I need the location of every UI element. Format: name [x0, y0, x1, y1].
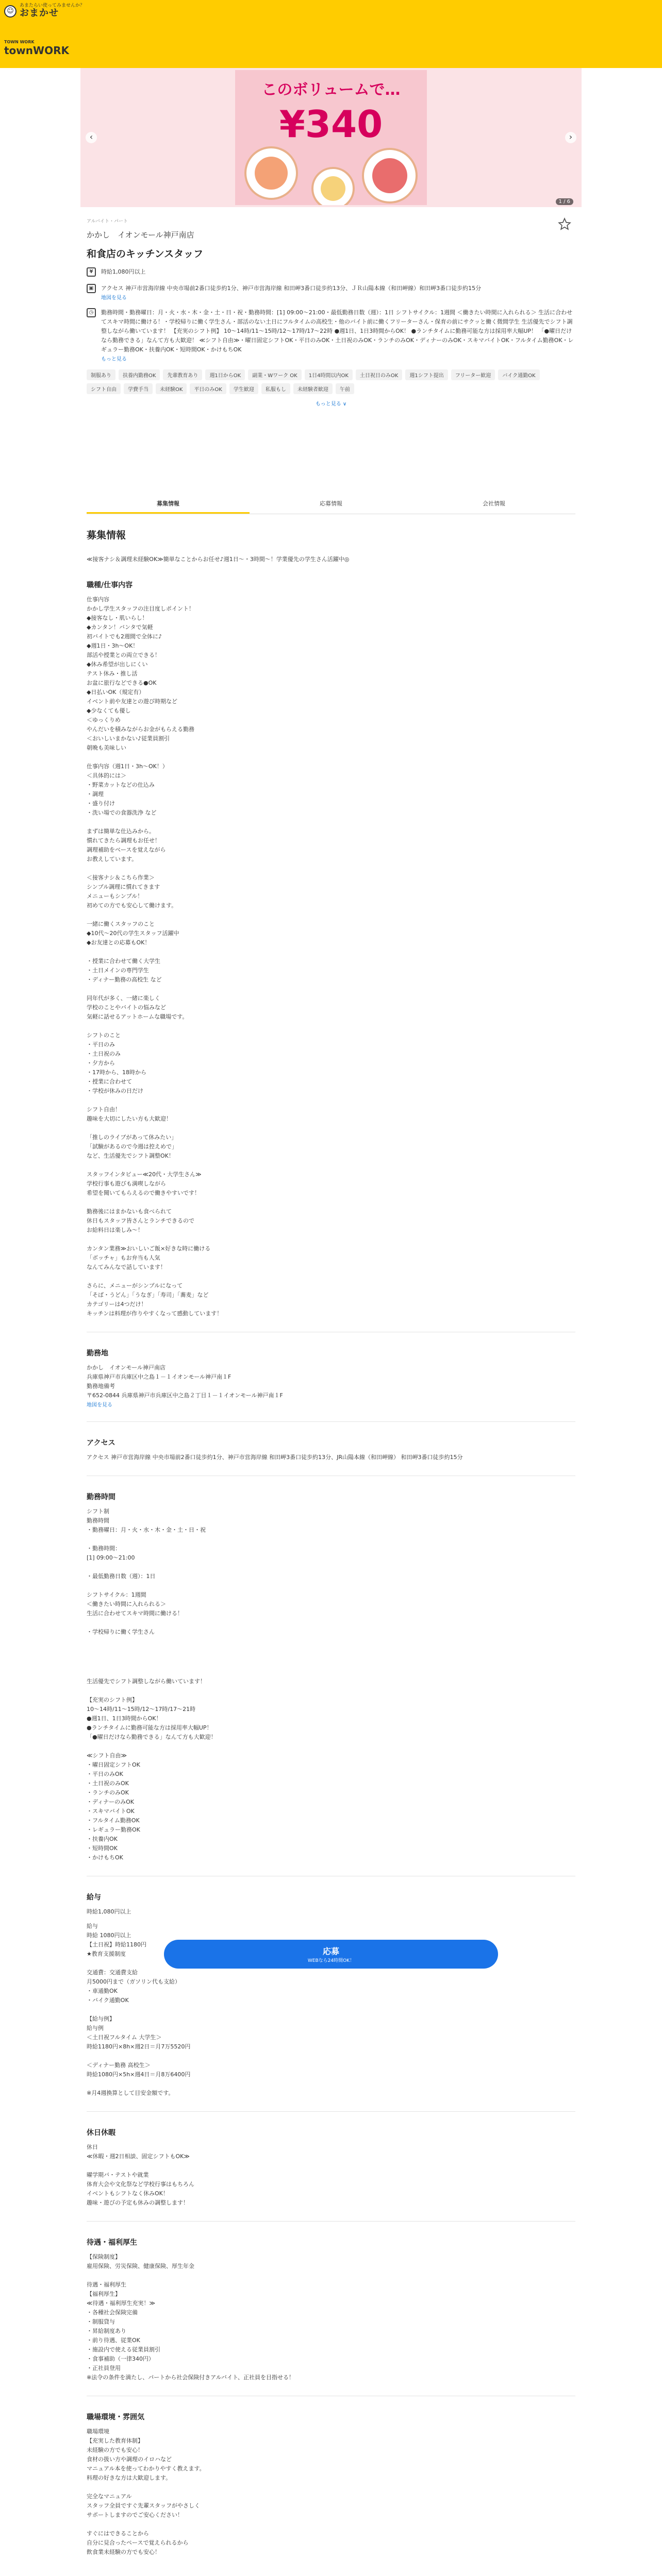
wage-text: 時給1,080円以上	[101, 268, 146, 275]
section-title: 募集情報	[87, 530, 126, 541]
job-summary	[87, 217, 575, 407]
access-text: アクセス 神戸市営海岸線 中央市場前2番口徒歩約1分、神戸市営海岸線 和田岬3番口徒歩約13分、ＪＲ山陽本線（和田岬線）和田岬3番口徒歩約15分	[101, 285, 482, 292]
feature-tag: 制服あり	[87, 369, 115, 380]
map-link[interactable]: 地図を見る	[101, 295, 127, 301]
pay-body: 給与 時給 1080円以上 【土日祝】時給1180円 ★教育支援制度 交通費：交通費支給 月5000円まで（ガソリン代も支給） ・車通勤OK ・バイク通勤OK 【給与例】 給与例 ＜土日祝フルタイム 大学生＞ 時給1180円×8h×週2日＝月7万5520円 ＜ディナー勤務 高校生＞ 時給1080円×5h×週4日＝月8万6400円 ※月4週換算として目安金額です。	[87, 1923, 191, 2096]
divider	[87, 1421, 575, 1422]
feature-tag: 学費手当	[124, 383, 153, 394]
apply-floating	[164, 1940, 498, 1969]
tags-more-link[interactable]: もっと見る ∨	[315, 401, 347, 407]
feature-tag: 扶養内勤務OK	[119, 369, 160, 380]
job-image-carousel[interactable]	[80, 68, 582, 207]
time-heading: 勤務時間	[87, 1493, 115, 1501]
mascot-icon: ☺	[4, 5, 16, 18]
feature-tag: 未経験OK	[156, 383, 187, 394]
promo-tagline: あまたらい使ってみませんか？	[20, 3, 85, 8]
employment-type: アルバイト・パート	[87, 219, 128, 224]
feature-tag: 学生歓迎	[229, 383, 258, 394]
feature-tag: 平日のみOK	[190, 383, 226, 394]
divider	[87, 2111, 575, 2112]
feature-tags	[87, 369, 575, 394]
place-body: かかし イオンモール神戸南店 兵庫県神戸市兵庫区中之島１－１イオンモール神戸南１F 勤務地備考 〒652-0844 兵庫県神戸市兵庫区中之島２丁目１－１イオンモール神戸南１F	[87, 1364, 283, 1399]
access-body: アクセス 神戸市営海岸線 中央市場前2番口徒歩約1分、神戸市営海岸線 和田岬3番口徒歩約13分、JR山陽本線（和田岬線） 和田岬3番口徒歩約15分	[87, 1454, 463, 1461]
access-row	[87, 284, 575, 301]
promo-banner-logo[interactable]	[4, 3, 85, 19]
place-heading: 勤務地	[87, 1349, 108, 1358]
yen-icon: ¥	[87, 267, 96, 277]
carousel-counter: 1 / 6	[556, 198, 573, 205]
tab-company-info[interactable]: 会社情報	[483, 500, 505, 507]
feature-tag: 1日4時間以内OK	[305, 369, 353, 380]
pay-heading: 給与	[87, 1893, 101, 1902]
site-logo-sub: TOWN WORK	[4, 40, 35, 44]
hours-more-link[interactable]: もっと見る	[101, 357, 127, 362]
apply-button-sub: WEBなら24時間OK！	[307, 1958, 355, 1963]
feature-tag: フリーター歓迎	[451, 369, 495, 380]
feature-tag: 私服もし	[261, 383, 290, 394]
feature-tag: バイク通勤OK	[498, 369, 539, 380]
duty-heading: 職種/仕事内容	[87, 581, 133, 589]
feature-tag: 週1日からOK	[205, 369, 245, 380]
place-map-link[interactable]: 地図を見る	[87, 1402, 112, 1408]
divider	[87, 2221, 575, 2222]
site-logo-main: townWORK	[4, 44, 69, 57]
apply-button-label: 応募	[322, 1946, 339, 1956]
hours-text: 勤務時間・勤務曜日：月・火・水・木・金・土・日・祝・勤務時間：[1] 09:00〜21:00・最低勤務日数（週）：1日 シフトサイクル：1週間 ＜働きたい時間に入れられる＞ 生活に合わせてスキマ時間に働ける！・学校帰りに働く学生さん・部活のない土日にフルタイムの高校生・他のバイト前に働くフリーターさん・保育の前にサクッと働く微間学生 生活優先でシフト調整しながら働いています！ 【充実のシフト例】 10〜14時/11〜15時/12〜17時/17〜22時 ●週1日、1日3時間からOK！ ●ランチタイムに勤務可能な方は採用率大幅UP！ 「●曜日だけなら勤務できる」なんて方も大歓迎！ ≪シフト自由≫・曜日固定シフトOK・平日のみOK・土日祝のみOK・ランチのみOK・ディナーのみOK・スキマバイトOK・フルタイム勤務OK・レギュラー勤務OK・扶養内OK・短時間OK・かけもちOK	[101, 309, 574, 353]
welfare-heading: 待遇・福利厚生	[87, 2239, 137, 2247]
duty-body: 仕事内容 かかし学生スタッフの注目度しポイント！ ◆接客なし・肌いらし！ ◆カンタン！バンタで気軽 初バイトでも2週間で全体に♪ ◆週1日・3h〜OK！ 部活や授業との両立できる！ ◆休み希望が出しにくい テスト休み・推し活 お盆に旅行などできる●OK ◆日払いOK（規定有） イベント前や友達との遊び時期など ◆少なくても優し ＜ゆっくりめ やんだいを積みながらお金がもらえる勤務 ＜おいしいまかない♪従業員割引 朝晩も美味しい 仕事内容（週1日・3h〜OK！） ＜具体的には＞ ・野菜カットなどの仕込み ・調理 ・盛り付け ・洗い場での食器洗浄 など まずは簡単な仕込みから。 慣れてきたら調理もお任せ！ 調理補助をベースを覚えながら お教えしています。 ＜接客ナシ＆こちら作業＞ シンプル調理に慣れてきます メニューもシンプル！ 初めての方でも安心して働けます。 一緒に働くスタッフのこと ◆10代〜20代の学生スタッフ活躍中 ◆お友達との応募もOK！ ・授業に合わせて働く大学生 ・土日メインの専門学生 ・ディナー勤務の高校生 など 同年代が多く、一緒に楽しく 学校のことやバイトの悩みなど 気軽に話せるアットホームな職場です。 シフトのこと ・平日のみ ・土日祝のみ ・夕方から ・17時から、18時から ・授業に合わせて ・学校が休みの日だけ シフト自由！ 趣味を大切にしたい方も大歓迎！ 「推しのライブがあって休みたい」 「試験があるので今週は控えめで」 など、生活優先でシフト調整OK！ スタッフインタビュー≪20代・大学生さん≫ 学校行事も遊びも満喫しながら 希望を聞いてもらえるので働きやすいです！ 勤務後にはまかないも食べられて 休日もスタッフ皆さんとランチできるので お給料日は楽しみ～！ カンタン業務≫おいしいご飯×好きな時に働ける 「ボッチャ」もお弁当も人気 なんてみんなで話しています！ さらに、メニューがシンプルになって 「そば・うどん」「うなぎ」「寿司」「蕎麦」など カテゴリーは4つだけ！ キッチンは料理が作りやすくなって感動しています！	[87, 596, 223, 1317]
feature-tag: シフト自由	[87, 383, 121, 394]
feature-tag: 副業・Wワーク OK	[248, 369, 302, 380]
job-title: 和食店のキッチンスタッフ	[87, 248, 204, 260]
welfare-body: 【保険制度】 雇用保険、労災保険、健康保険、厚生年金 待遇・福利厚生 【福利厚生】 ≪待遇・福利厚生充実！≫ ・各種社会保険完備 ・制服貸与 ・昇給制度あり ・前り待遇、従業OK ・施設内で使える従業員割引 ・食事補助（一律340円） ・正社員登用 ※法令の条件を満たし、パートから社会保険付きアルバイト、正社員を目指せる！	[87, 2253, 295, 2381]
carousel-prev-icon[interactable]: ‹	[86, 132, 97, 143]
holiday-heading: 休日休暇	[87, 2129, 115, 2137]
environment-body: 職場環境 【充実した教育体制】 未経験の方でも安心！ 食材の扱い方や調理のイロハなど マニュアル本を使ってわかりやすく教えます。 料理の好きな方は大歓迎します。 完全なマニュアル スタッフ全員ですぐ先輩スタッフがやさしく サポートしますのでご安心ください！ すぐにはできることから 自分に見合ったペースで覚えられるから 飲食業未経験の方でも安心！	[87, 2428, 205, 2555]
company-name: かかし イオンモール神戸南店	[87, 230, 194, 240]
feature-tag: 午前	[336, 383, 354, 394]
site-logo[interactable]	[4, 40, 69, 56]
carousel-next-icon[interactable]: ›	[565, 132, 576, 143]
time-body-cont: 生活優先でシフト調整しながら働いています！ 【充実のシフト例】 10〜14時/11〜15時/12〜17時/17〜21時 ●週1日、1日3時間からOK！ ●ランチタイムに勤務可能な方は採用率大幅UP！ 「●曜日だけなら勤務できる」なんて方も大歓迎！ ≪シフト自由≫ ・曜日固定シフトOK ・平日のみOK ・土日祝のみOK ・ランチのみOK ・ディナーのみOK ・スキマバイトOK ・フルタイム勤務OK ・レギュラー勤務OK ・扶養内OK ・短時間OK ・かけもちOK	[87, 1678, 217, 1861]
wage-row	[87, 267, 575, 277]
catch-copy: ≪接客ナシ＆調理未経験OK≫簡単なことからお任せ♪週1日〜・3時間〜！学業優先の学生さん活躍中◎	[87, 556, 350, 563]
feature-tag: 週1シフト提出	[405, 369, 448, 380]
environment-heading: 職場環境・雰囲気	[87, 2413, 144, 2421]
feature-tag: 土日祝日のみOK	[356, 369, 402, 380]
site-header	[0, 0, 662, 68]
hours-row	[87, 308, 575, 362]
access-heading: アクセス	[87, 1439, 115, 1447]
recruit-details	[87, 528, 575, 2576]
tab-recruit-info[interactable]: 募集情報	[87, 495, 250, 514]
pay-summary: 時給1,080円以上	[87, 1908, 131, 1915]
svg-text:¥340: ¥340	[279, 103, 383, 146]
feature-tag: 未経験者歓迎	[293, 383, 333, 394]
favorite-star-icon[interactable]	[558, 217, 571, 231]
train-icon: ▣	[87, 284, 96, 293]
promo-title: おまかせ	[20, 8, 59, 19]
time-body: シフト制 勤務時間 ・勤務曜日：月・火・水・木・金・土・日・祝 ・勤務時間： [1] 09:00〜21:00 ・最低勤務日数（週）：1日 シフトサイクル：1週間 ＜働きたい時間に入れられる＞ 生活に合わせてスキマ時間に働ける！ ・学校帰りに働く学生さん	[87, 1508, 206, 1635]
detail-tabs	[87, 495, 575, 514]
tab-apply-info[interactable]: 応募情報	[320, 500, 342, 507]
apply-button[interactable]	[164, 1940, 498, 1969]
clock-icon: ◷	[87, 308, 96, 317]
holiday-body: 休日 ≪休暇・週2日相談、固定シフトもOK≫ 曜学期バ・テストや就業 体育大会や文化祭など学校行事はもちろん イベントもシフトなく休みOK！ 趣味・遊びの予定も休みの調整します！	[87, 2144, 194, 2206]
svg-text:このボリュームで…: このボリュームで…	[261, 81, 401, 99]
feature-tag: 先輩教育あり	[163, 369, 202, 380]
hero-food-image	[235, 70, 427, 205]
